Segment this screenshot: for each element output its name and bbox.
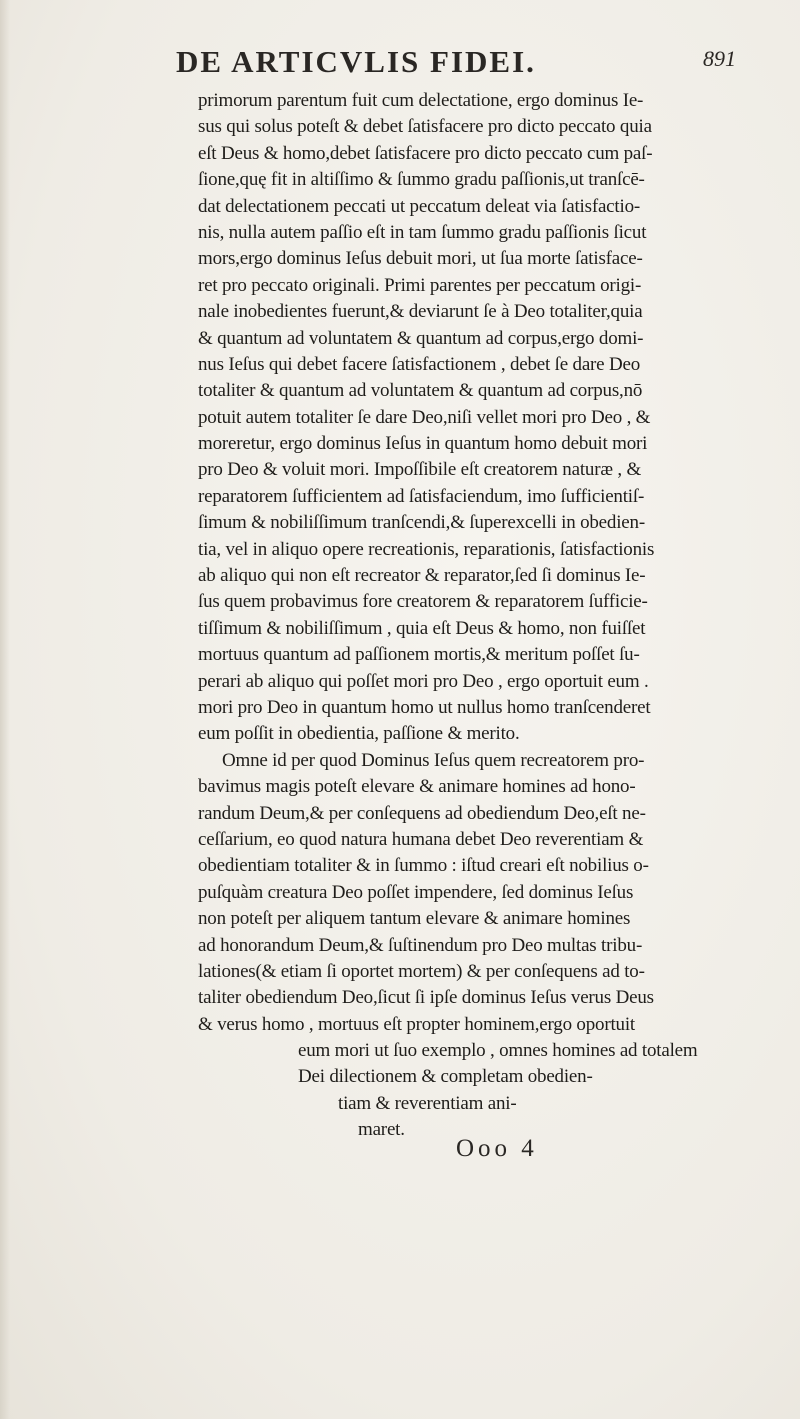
text-line: randum Deum,& per conſequens ad obediendum Deo,eſt ne- [198, 802, 646, 824]
text-line: puſquàm creatura Deo poſſet impendere, ſed dominus Ieſus [198, 881, 634, 903]
text-line: obedientiam totaliter & in ſummo : iſtud creari eſt nobilius o- [198, 855, 649, 877]
text-line: primorum parentum fuit cum delectatione, ergo dominus Ie- [198, 90, 644, 111]
text-line: nale inobedientes fuerunt,& deviarunt ſe à Deo totaliter,quia [198, 301, 643, 323]
text-line: tiſſimum & nobiliſſimum , quia eſt Deus & homo, non fuiſſet [198, 617, 646, 639]
signature-mark: Ooo 4 [456, 1135, 538, 1162]
text-line: perari ab aliquo qui poſſet mori pro Deo , ergo oportuit eum . [198, 670, 649, 692]
page-number: 891 [703, 46, 736, 71]
text-line: tiam & reverentiam ani- [338, 1092, 517, 1114]
running-head: DE ARTICVLIS FIDEI. [176, 44, 536, 79]
text-line: ab aliquo qui non eſt recreator & reparator,ſed ſi dominus Ie- [198, 565, 646, 587]
text-line: nis, nulla autem paſſio eſt in tam ſummo gradu paſſionis ſicut [198, 221, 647, 243]
text-line: bavimus magis poteſt elevare & animare homines ad hono- [198, 776, 636, 798]
text-line: ceſſarium, eo quod natura humana debet Deo reverentiam & [198, 828, 644, 850]
text-line: reparatorem ſufficientem ad ſatisfaciendum, imo ſufficientiſ- [198, 485, 645, 507]
text-line: maret. [358, 1119, 405, 1141]
paragraph-start-line: Omne id per quod Dominus Ieſus quem recreatorem pro- [222, 749, 645, 771]
text-line: & verus homo , mortuus eſt propter hominem,ergo oportuit [198, 1013, 635, 1035]
text-line: mori pro Deo in quantum homo ut nullus homo tranſcenderet [198, 696, 651, 718]
text-line: pro Deo & voluit mori. Impoſſibile eſt creatorem naturæ , & [198, 459, 642, 481]
text-line: ſus quem probavimus fore creatorem & reparatorem ſufficie- [198, 591, 648, 613]
text-line: ſione,quę fit in altiſſimo & ſummo gradu paſſionis,ut tranſcē- [198, 169, 645, 191]
page-header [176, 44, 736, 84]
text-line: Dei dilectionem & completam obedien- [298, 1066, 593, 1088]
text-line: mors,ergo dominus Ieſus debuit mori, ut ſua morte ſatisface- [198, 248, 643, 270]
text-line: lationes(& etiam ſi oportet mortem) & per conſequens ad to- [198, 960, 645, 982]
text-line: non poteſt per aliquem tantum elevare & animare homines [198, 908, 631, 930]
text-line: nus Ieſus qui debet facere ſatisfactionem , debet ſe dare Deo [198, 353, 641, 375]
text-line: taliter obediendum Deo,ſicut ſi ipſe dominus Ieſus verus Deus [198, 987, 654, 1009]
text-line: tia, vel in aliquo opere recreationis, reparationis, ſatisfactionis [198, 538, 655, 560]
text-line: eum mori ut ſuo exemplo , omnes homines ad totalem [298, 1040, 698, 1062]
text-line: moreretur, ergo dominus Ieſus in quantum homo debuit mori [198, 433, 648, 455]
text-line: mortuus quantum ad paſſionem mortis,& meritum poſſet ſu- [198, 644, 640, 666]
text-line: totaliter & quantum ad voluntatem & quantum ad corpus,nō [198, 380, 643, 402]
text-line: ſimum & nobiliſſimum tranſcendi,& ſuperexcelli in obedien- [198, 512, 645, 534]
text-line: eſt Deus & homo,debet ſatisfacere pro dicto peccato cum paſ- [198, 142, 653, 164]
text-line: ad honorandum Deum,& ſuſtinendum pro Deo multas tribu- [198, 934, 643, 956]
text-line: ret pro peccato originali. Primi parentes per peccatum origi- [198, 274, 642, 296]
page-gutter-shadow [0, 0, 10, 1419]
text-line: & quantum ad voluntatem & quantum ad corpus,ergo domi- [198, 327, 644, 349]
text-line: eum poſſit in obedientia, paſſione & merito. [198, 723, 520, 745]
text-line: sus qui solus poteſt & debet ſatisfacere pro dicto peccato quia [198, 116, 652, 138]
text-line: dat delectationem peccati ut peccatum deleat via ſatisfactio- [198, 195, 640, 217]
body-text [198, 88, 790, 1144]
text-line: potuit autem totaliter ſe dare Deo,niſi vellet mori pro Deo , & [198, 406, 651, 428]
